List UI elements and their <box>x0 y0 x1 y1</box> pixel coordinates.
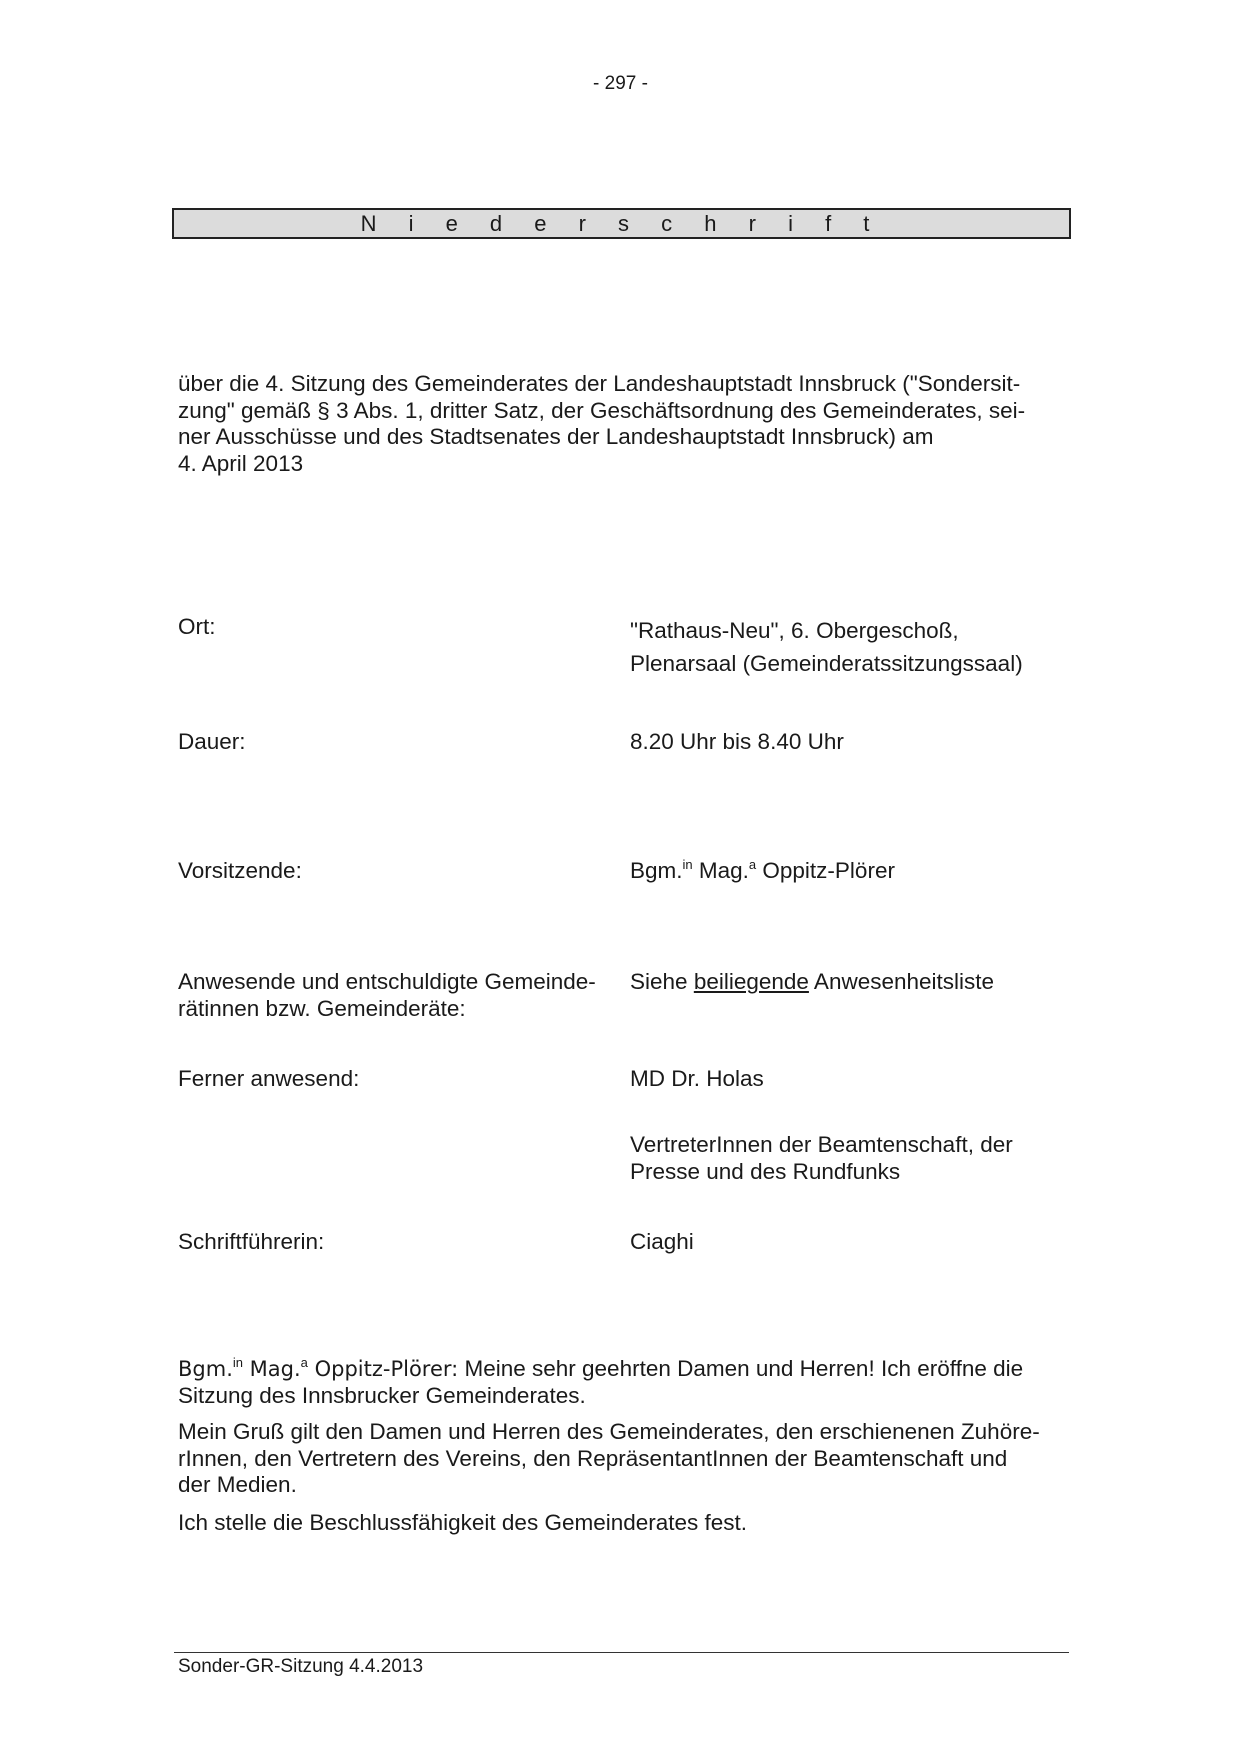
chair-name: Oppitz-Plörer <box>756 858 895 883</box>
ferner-value-2 <box>630 1132 1080 1185</box>
title-bgm-sup: in <box>682 857 693 872</box>
speaker-mag-sup: a <box>300 1355 308 1370</box>
speech-line: Sitzung des Innsbrucker Gemeinderates. <box>178 1382 586 1408</box>
title-mag-sup: a <box>748 857 757 872</box>
speech-paragraph-3: Ich stelle die Beschlussfähigkeit des Gemeinderates fest. <box>178 1510 748 1535</box>
anwesende-value <box>630 969 1080 996</box>
ferner-value-1: MD Dr. Holas <box>630 1066 764 1091</box>
intro-paragraph <box>178 371 1058 477</box>
speech-line <box>178 1356 1068 1383</box>
speech-line: Mein Gruß gilt den Damen und Herren des Gemeinderates, den erschienenen Zuhöre- <box>178 1419 1040 1444</box>
intro-line: zung" gemäß § 3 Abs. 1, dritter Satz, der Geschäftsordnung des Gemeinderates, sei- <box>178 397 1026 423</box>
intro-line: über die 4. Sitzung des Gemeinderates der Landeshauptstadt Innsbruck ("Sondersit- <box>178 371 1021 396</box>
speaker-mag: Mag. <box>243 1357 301 1381</box>
title-mag: Mag. <box>692 858 749 883</box>
anwesende-underlined: beiliegende <box>693 969 809 994</box>
speaker-bgm: Bgm. <box>178 1357 233 1381</box>
dauer-value: 8.20 Uhr bis 8.40 Uhr <box>630 729 844 754</box>
page-number: - 297 - <box>593 73 648 94</box>
vorsitzende-value <box>630 858 1080 885</box>
ferner-value-2-line: Presse und des Rundfunks <box>630 1158 901 1184</box>
speech-text: Meine sehr geehrten Damen und Herren! Ich eröffne die <box>458 1356 1024 1381</box>
vorsitzende-label: Vorsitzende: <box>178 858 302 883</box>
ort-value <box>630 614 1080 680</box>
dauer-label: Dauer: <box>178 729 246 754</box>
speaker-bgm-sup: in <box>232 1355 243 1370</box>
ort-value-line: Plenarsaal (Gemeinderatssitzungssaal) <box>630 651 1023 676</box>
anwesende-label <box>178 969 618 1022</box>
ferner-label: Ferner anwesend: <box>178 1066 360 1091</box>
ferner-value-2-line: VertreterInnen der Beamtenschaft, der <box>630 1132 1013 1157</box>
intro-line: ner Ausschüsse und des Stadtsenates der Landeshauptstadt Innsbruck) am <box>178 424 934 449</box>
anwesende-post: Anwesenheitsliste <box>808 969 995 994</box>
intro-line: 4. April 2013 <box>178 450 304 476</box>
schrift-value: Ciaghi <box>630 1229 694 1254</box>
document-title: N i e d e r s c h r i f t <box>172 208 1071 239</box>
title-bgm: Bgm. <box>630 858 683 883</box>
anwesende-label-line: rätinnen bzw. Gemeinderäte: <box>178 995 466 1021</box>
speech-paragraph-1 <box>178 1356 1068 1409</box>
anwesende-pre: Siehe <box>630 969 694 994</box>
speaker-name: Oppitz-Plörer: <box>307 1357 459 1381</box>
ort-label: Ort: <box>178 614 216 639</box>
speech-paragraph-2 <box>178 1419 1068 1499</box>
ort-value-line: "Rathaus-Neu", 6. Obergeschoß, <box>630 618 959 643</box>
footer-text: Sonder-GR-Sitzung 4.4.2013 <box>178 1656 424 1677</box>
speech-line: der Medien. <box>178 1472 297 1497</box>
anwesende-label-line: Anwesende und entschuldigte Gemeinde- <box>178 969 596 994</box>
footer-divider <box>174 1652 1069 1653</box>
schrift-label: Schriftführerin: <box>178 1229 325 1254</box>
speech-line: rInnen, den Vertretern des Vereins, den RepräsentantInnen der Beamtenschaft und <box>178 1445 1008 1471</box>
